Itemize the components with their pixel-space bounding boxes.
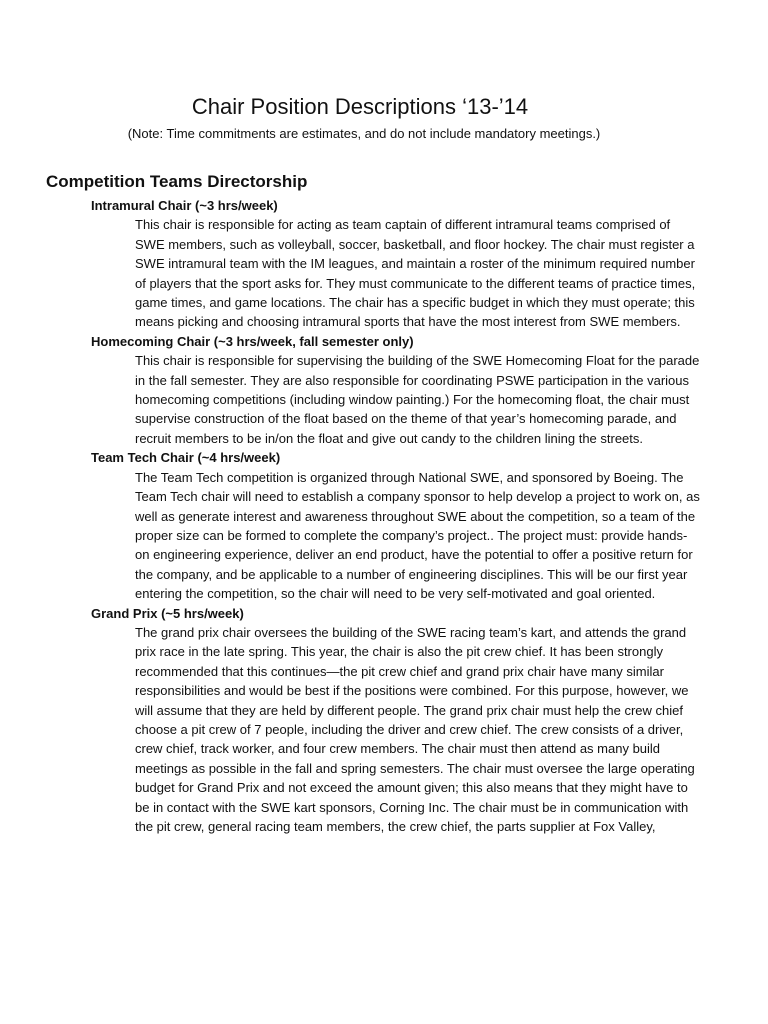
position-description: This chair is responsible for acting as team captain of different intramural teams comprised of SWE members, such as volleyball, soccer, basketball, and floor hockey. The chair must register a SWE intramural team with the IM leagues, and maintain a roster of the minimum required number of players that the sport asks for. They must communicate to the different teams of practice times, game times, and game locations. The chair has a specific budget in which they must operate; this means picking and choosing intramural sports that have the most interest from SWE members. xyxy=(135,217,696,330)
position-title: Intramural Chair (~3 hrs/week) xyxy=(91,198,278,213)
position-description: The Team Tech competition is organized through National SWE, and sponsored by Boeing. The Team Tech chair will need to establish a company sponsor to help develop a project to work on, as well as generate interest and awareness throughout SWE about the competition, so a team of the proper size can be formed to complete the company’s project.. The project must: provide hands-on engineering experience, deliver an end product, have the potential to offer a positive return for the company, and be applicable to a number of engineering disciplines. This will be our first year entering the competition, so the chair will need to be very self-motivated and goal oriented. xyxy=(135,469,700,602)
page-title: Chair Position Descriptions ‘13-’14 xyxy=(191,94,529,119)
section-heading-competition-teams: Competition Teams Directorship xyxy=(46,172,308,191)
position-description: This chair is responsible for supervising the building of the SWE Homecoming Float for the parade in the fall semester. They are also responsible for coordinating PSWE participation in the various homecoming competitions (including window painting.) For the homecoming float, the chair must supervise construction of the float based on the theme of that year’s homecoming parade, and recruit members to be in/on the float and give out candy to the children lining the streets. xyxy=(135,353,700,446)
position-intramural-chair xyxy=(46,196,706,332)
position-title: Homecoming Chair (~3 hrs/week, fall semester only) xyxy=(91,333,414,349)
position-title: Team Tech Chair (~4 hrs/week) xyxy=(91,450,281,466)
position-grand-prix xyxy=(46,604,706,837)
position-team-tech-chair xyxy=(46,448,706,603)
position-homecoming-chair xyxy=(46,332,706,448)
position-title: Grand Prix (~5 hrs/week) xyxy=(91,605,244,621)
document-body xyxy=(46,170,706,836)
time-commitment-note: (Note: Time commitments are estimates, and do not include mandatory meetings.) xyxy=(127,126,601,141)
position-description: The grand prix chair oversees the building of the SWE racing team’s kart, and attends the grand prix race in the late spring. This year, the chair is also the pit crew chief. It has been strongly recommended that this continues—the pit crew chief and grand prix chair have many similar responsibilities and would be best if the positions were combined. For this purpose, however, we will assume that they are held by different people. The grand prix chair must help the crew chief choose a pit crew of 7 people, including the driver and crew chief. The crew consists of a driver, crew chief, track worker, and four crew members. The chair must then attend as many build meetings as possible in the fall and spring semesters. The chair must oversee the large operating budget for Grand Prix and not exceed the amount given; this also means that they might have to be in contact with the SWE kart sponsors, Corning Inc. The chair must be in communication with the pit crew, general racing team members, the crew chief, the parts supplier at Fox Valley, xyxy=(135,624,695,834)
